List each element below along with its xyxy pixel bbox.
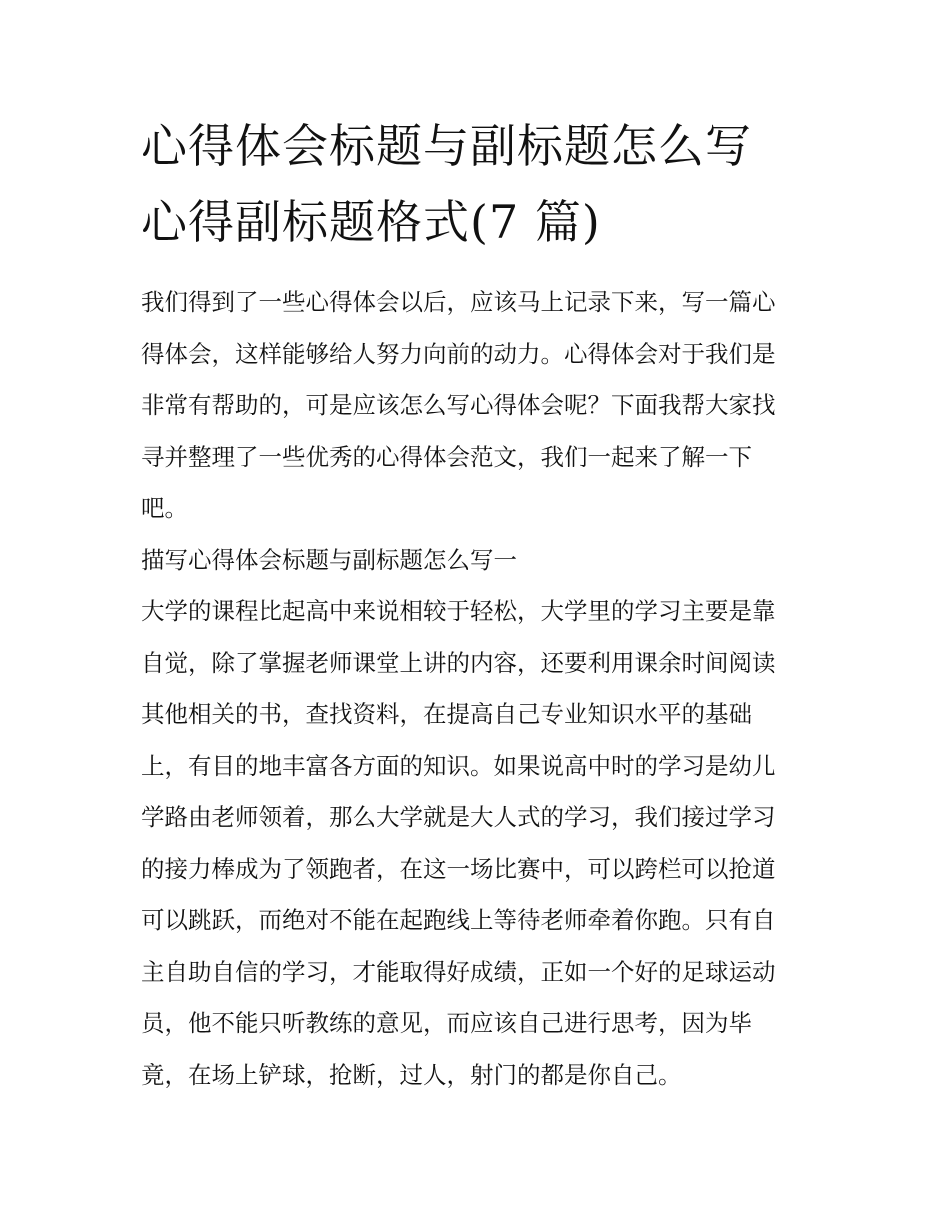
body-line: 上，有目的地丰富各方面的知识。如果说高中时的学习是幼儿 <box>141 751 776 780</box>
body-line: 其他相关的书，查找资料，在提高自己专业知识水平的基础 <box>141 700 752 728</box>
document-title <box>141 108 813 260</box>
intro-line: 寻并整理了一些优秀的心得体会范文，我们一起来了解一下 <box>141 442 752 471</box>
body-line: 主自助自信的学习，才能取得好成绩，正如一个好的足球运动 <box>141 957 776 986</box>
body-line: 自觉，除了掌握老师课堂上讲的内容，还要利用课余时间阅读 <box>141 648 776 677</box>
body-paragraph <box>141 586 813 1101</box>
title-line-1: 心得体会标题与副标题怎么写 <box>141 119 752 173</box>
body-line: 学路由老师领着，那么大学就是大人式的学习，我们接过学习 <box>141 803 776 831</box>
intro-line: 得体会，这样能够给人努力向前的动力。心得体会对于我们是 <box>141 339 776 368</box>
document-page <box>141 108 813 1101</box>
intro-line: 吧。 <box>141 494 188 522</box>
intro-line: 我们得到了一些心得体会以后，应该马上记录下来，写一篇心 <box>141 288 776 316</box>
body-line: 大学的课程比起高中来说相较于轻松，大学里的学习主要是靠 <box>141 597 776 625</box>
body-line: 可以跳跃，而绝对不能在起跑线上等待老师牵着你跑。只有自 <box>141 906 776 934</box>
intro-paragraph <box>141 277 813 535</box>
body-line: 竟，在场上铲球，抢断，过人，射门的都是你自己。 <box>141 1060 682 1089</box>
section-heading: 描写心得体会标题与副标题怎么写一 <box>141 545 517 574</box>
body-line: 的接力棒成为了领跑者，在这一场比赛中，可以跨栏可以抢道 <box>141 854 776 883</box>
body-line: 员，他不能只听教练的意见，而应该自己进行思考，因为毕 <box>141 1009 752 1037</box>
title-line-2: 心得副标题格式(7 篇) <box>141 195 601 249</box>
intro-line: 非常有帮助的，可是应该怎么写心得体会呢？下面我帮大家找 <box>141 391 776 419</box>
